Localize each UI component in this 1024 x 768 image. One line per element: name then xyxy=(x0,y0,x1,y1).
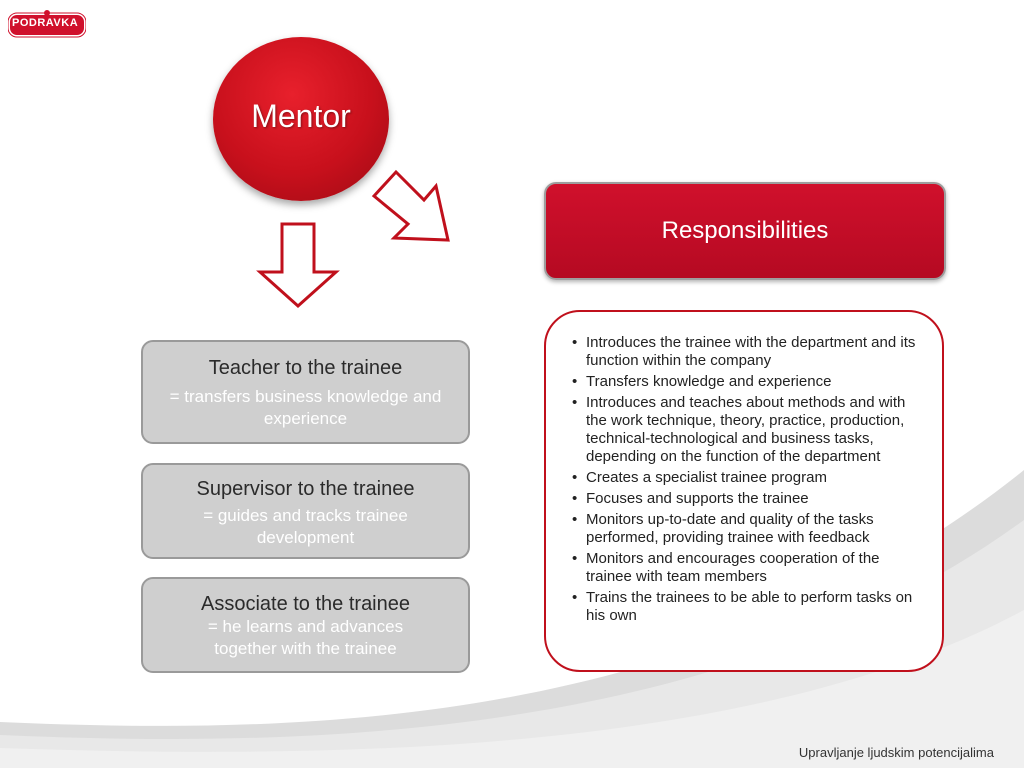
list-item: • Introduces and teaches about methods and with the work technique, theory, practice, production, technical-technological and business tasks, depending on the function of the department xyxy=(572,394,922,466)
list-item: • Introduces the trainee with the department and its function within the company xyxy=(572,334,922,370)
footer-text: Upravljanje ljudskim potencijalima xyxy=(798,745,994,760)
list-item: • Focuses and supports the trainee xyxy=(572,490,922,508)
role-description: = transfers business knowledge and experience xyxy=(169,387,442,428)
logo-text: PODRAVKA xyxy=(12,17,79,29)
mentor-label: Mentor xyxy=(251,97,351,134)
mentor-circle xyxy=(213,37,389,201)
list-item: • Trains the trainees to be able to perform tasks on his own xyxy=(572,589,922,625)
arrow-down-icon xyxy=(256,222,340,310)
list-item: • Creates a specialist trainee program xyxy=(572,469,922,487)
role-title: Associate to the trainee xyxy=(200,593,410,615)
list-item: • Transfers knowledge and experience xyxy=(572,373,922,391)
list-item: • Monitors up-to-date and quality of the tasks performed, providing trainee with feedback xyxy=(572,511,922,547)
role-description: = guides and tracks trainee development xyxy=(203,506,408,547)
responsibilities-list-box xyxy=(544,310,944,672)
responsibilities-header xyxy=(544,182,946,280)
list-item: • Monitors and encourages cooperation of the trainee with team members xyxy=(572,550,922,586)
responsibilities-list xyxy=(572,334,922,628)
role-box-supervisor xyxy=(141,463,470,559)
role-title: Supervisor to the trainee xyxy=(196,478,415,500)
role-title: Teacher to the trainee xyxy=(208,357,403,379)
responsibilities-title: Responsibilities xyxy=(661,217,829,244)
role-box-teacher xyxy=(141,340,470,444)
arrow-diagonal-icon xyxy=(370,168,456,248)
role-box-associate xyxy=(141,577,470,673)
role-description: = he learns and advances together with the trainee xyxy=(207,617,404,658)
